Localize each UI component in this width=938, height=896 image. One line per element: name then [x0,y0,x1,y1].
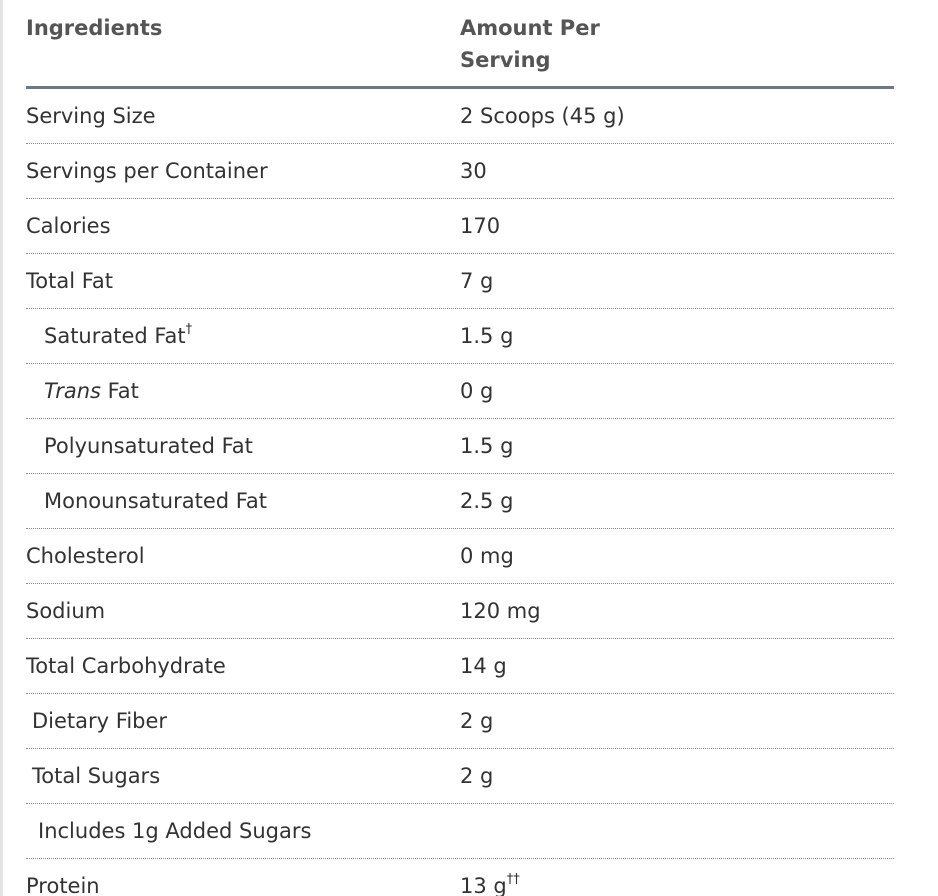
table-row [26,859,894,896]
row-label-text: Saturated Fat [44,324,186,348]
table-row [26,89,894,144]
table-row [26,419,894,474]
double-dagger-footnote-mark: †† [506,872,520,887]
row-label: Total Sugars [32,764,161,788]
row-label: Total Carbohydrate [26,654,226,678]
row-value: 1.5 g [460,324,514,348]
table-row [26,309,894,364]
table-row [26,639,894,694]
row-value: 2 Scoops (45 g) [460,104,625,128]
row-value: 2 g [460,709,494,733]
header-ingredients: Ingredients [26,16,163,40]
left-border [0,0,3,896]
row-value: 1.5 g [460,434,514,458]
row-label: Includes 1g Added Sugars [38,819,312,843]
table-row [26,474,894,529]
row-label [44,364,139,418]
table-header [26,0,894,89]
table-row [26,804,894,859]
row-label: Sodium [26,599,106,623]
header-amount-line1: Amount Per [460,16,600,40]
row-label: Cholesterol [26,544,145,568]
row-value-text: 13 g [460,874,507,896]
header-amount-line2: Serving [460,48,551,72]
row-value: 0 mg [460,544,514,568]
nutrition-table [26,0,894,896]
table-row [26,529,894,584]
row-value: 30 [460,159,487,183]
row-value: 120 mg [460,599,541,623]
row-value: 7 g [460,269,494,293]
table-row [26,694,894,749]
row-value: 2 g [460,764,494,788]
row-label-italic: Trans [44,379,101,403]
row-value: 170 [460,214,501,238]
table-row [26,749,894,804]
row-value: 2.5 g [460,489,514,513]
row-label: Dietary Fiber [32,709,168,733]
row-label-text: Fat [100,379,139,403]
row-label: Total Fat [26,269,113,293]
row-label: Serving Size [26,104,156,128]
row-label: Calories [26,214,111,238]
row-value: 0 g [460,379,494,403]
row-label: Servings per Container [26,159,268,183]
table-row [26,144,894,199]
header-amount-per-serving [460,12,660,76]
table-row [26,254,894,309]
row-label: Monounsaturated Fat [44,489,268,513]
row-value: 14 g [460,654,507,678]
dagger-footnote-mark: † [185,322,193,337]
table-row [26,364,894,419]
row-label: Protein [26,874,100,896]
table-row [26,199,894,254]
row-label: Polyunsaturated Fat [44,434,253,458]
table-row [26,584,894,639]
row-value [460,859,520,896]
row-label [44,309,192,367]
